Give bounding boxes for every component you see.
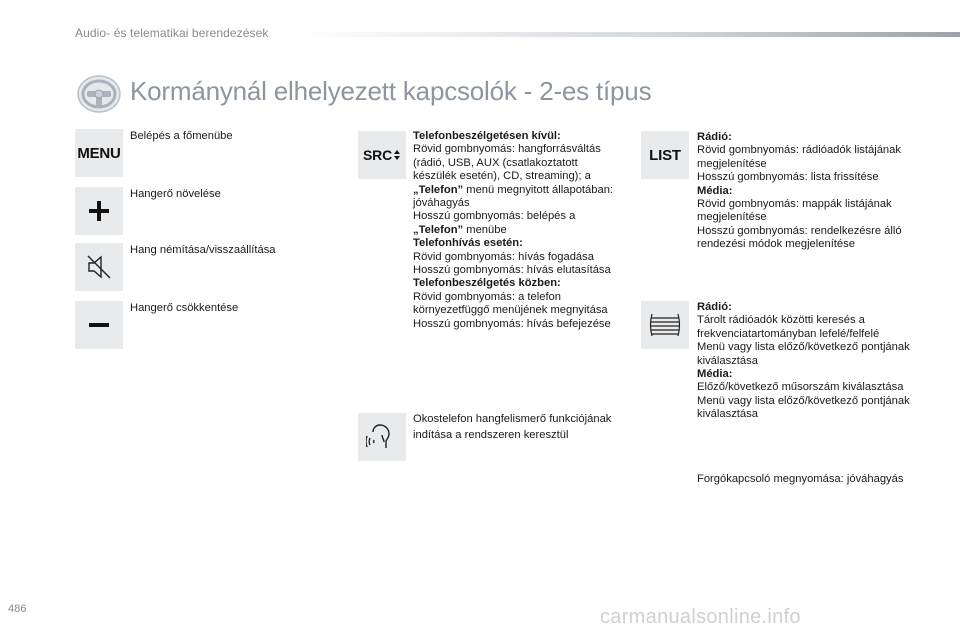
menu-button-icon: [75, 129, 123, 177]
src-heading-outside-call: Telefonbeszélgetésen kívül:: [413, 130, 561, 142]
wheel-heading-media: Média:: [697, 368, 733, 381]
section-header: Audio- és telematikai berendezések: [75, 26, 269, 40]
src-reject-call: Hosszú gombnyomás: hívás elutasítása: [413, 264, 611, 277]
voice-button-description: Okostelefon hangfelismerő funkciójának indítása a rendszeren keresztül: [413, 413, 612, 441]
src-telefon-bold: „Telefon”: [413, 183, 464, 196]
wheel-radio-menu: Menü vagy lista előző/következő pontjának kiválasztása: [697, 341, 910, 367]
src-context-menu: Rövid gombnyomás: a telefon környezetfüggő menüjének megnyitása: [413, 290, 608, 317]
plus-button-description: Hangerő növelése: [130, 188, 221, 200]
list-heading-media: Média:: [697, 184, 733, 197]
list-radio-long: Hosszú gombnyomás: lista frissítése: [697, 171, 879, 184]
src-heading-incoming-call: Telefonhívás esetén:: [413, 237, 523, 250]
src-button-label: SRC: [363, 147, 392, 163]
list-heading-radio: Rádió:: [697, 131, 732, 143]
wheel-media-menu: Menü vagy lista előző/következő pontjának kiválasztása: [697, 394, 910, 421]
src-short-press-end: menü megnyitott állapotában: jóváhagyás: [413, 183, 614, 210]
mute-button-description: Hang némítása/visszaállítása: [130, 244, 276, 256]
src-button-icon: [358, 131, 406, 179]
wheel-radio-search: Tárolt rádióadók közötti keresés a frekvenciatartományban lefelé/felfelé: [697, 314, 880, 340]
list-radio-short: Rövid gombnyomás: rádióadók listájának megjelenítése: [697, 144, 901, 170]
plus-icon: [75, 187, 123, 235]
minus-icon: [75, 301, 123, 349]
list-media-short: Rövid gombnyomás: mappák listájának megjelenítése: [697, 198, 892, 224]
wheel-heading-radio: Rádió:: [697, 301, 732, 313]
header-divider: [298, 32, 960, 37]
wheel-media-track: Előző/következő műsorszám kiválasztása: [697, 381, 904, 394]
list-button-icon: [641, 131, 689, 179]
thumbwheel-icon: [641, 301, 689, 349]
page-number: 486: [8, 603, 27, 615]
mute-icon: [75, 243, 123, 291]
src-end-call: Hosszú gombnyomás: hívás befejezése: [413, 317, 611, 330]
src-long-press: Hosszú gombnyomás: belépés a: [413, 210, 576, 223]
page-title: Kormánynál elhelyezett kapcsolók - 2-es típus: [130, 76, 652, 106]
list-button-label: LIST: [649, 146, 681, 164]
thumbwheel-description: [697, 301, 912, 422]
src-long-press-end: menübe: [463, 223, 507, 236]
src-telefon-bold-2: „Telefon”: [413, 223, 464, 236]
list-media-long: Hosszú gombnyomás: rendelkezésre álló rendezési módok megjelenítése: [697, 224, 902, 251]
src-heading-during-call: Telefonbeszélgetés közben:: [413, 277, 561, 290]
minus-button-description: Hangerő csökkentése: [130, 302, 239, 314]
src-arrows-icon: [393, 149, 401, 161]
list-button-description: [697, 131, 907, 252]
src-button-description: [413, 130, 618, 331]
menu-button-description: Belépés a főmenübe: [130, 130, 233, 142]
wheel-press-description: Forgókapcsoló megnyomása: jóváhagyás: [697, 473, 904, 485]
steering-wheel-icon: [74, 72, 124, 116]
src-short-press: Rövid gombnyomás: hangforrásváltás (rádió, USB, AUX (csatlakoztatott készülék esetén), CD, streaming); a: [413, 143, 601, 183]
src-accept-call: Rövid gombnyomás: hívás fogadása: [413, 250, 594, 263]
watermark: carmanualsonline.info: [600, 606, 801, 628]
voice-recognition-icon: [358, 413, 406, 461]
menu-button-label: MENU: [77, 144, 121, 162]
